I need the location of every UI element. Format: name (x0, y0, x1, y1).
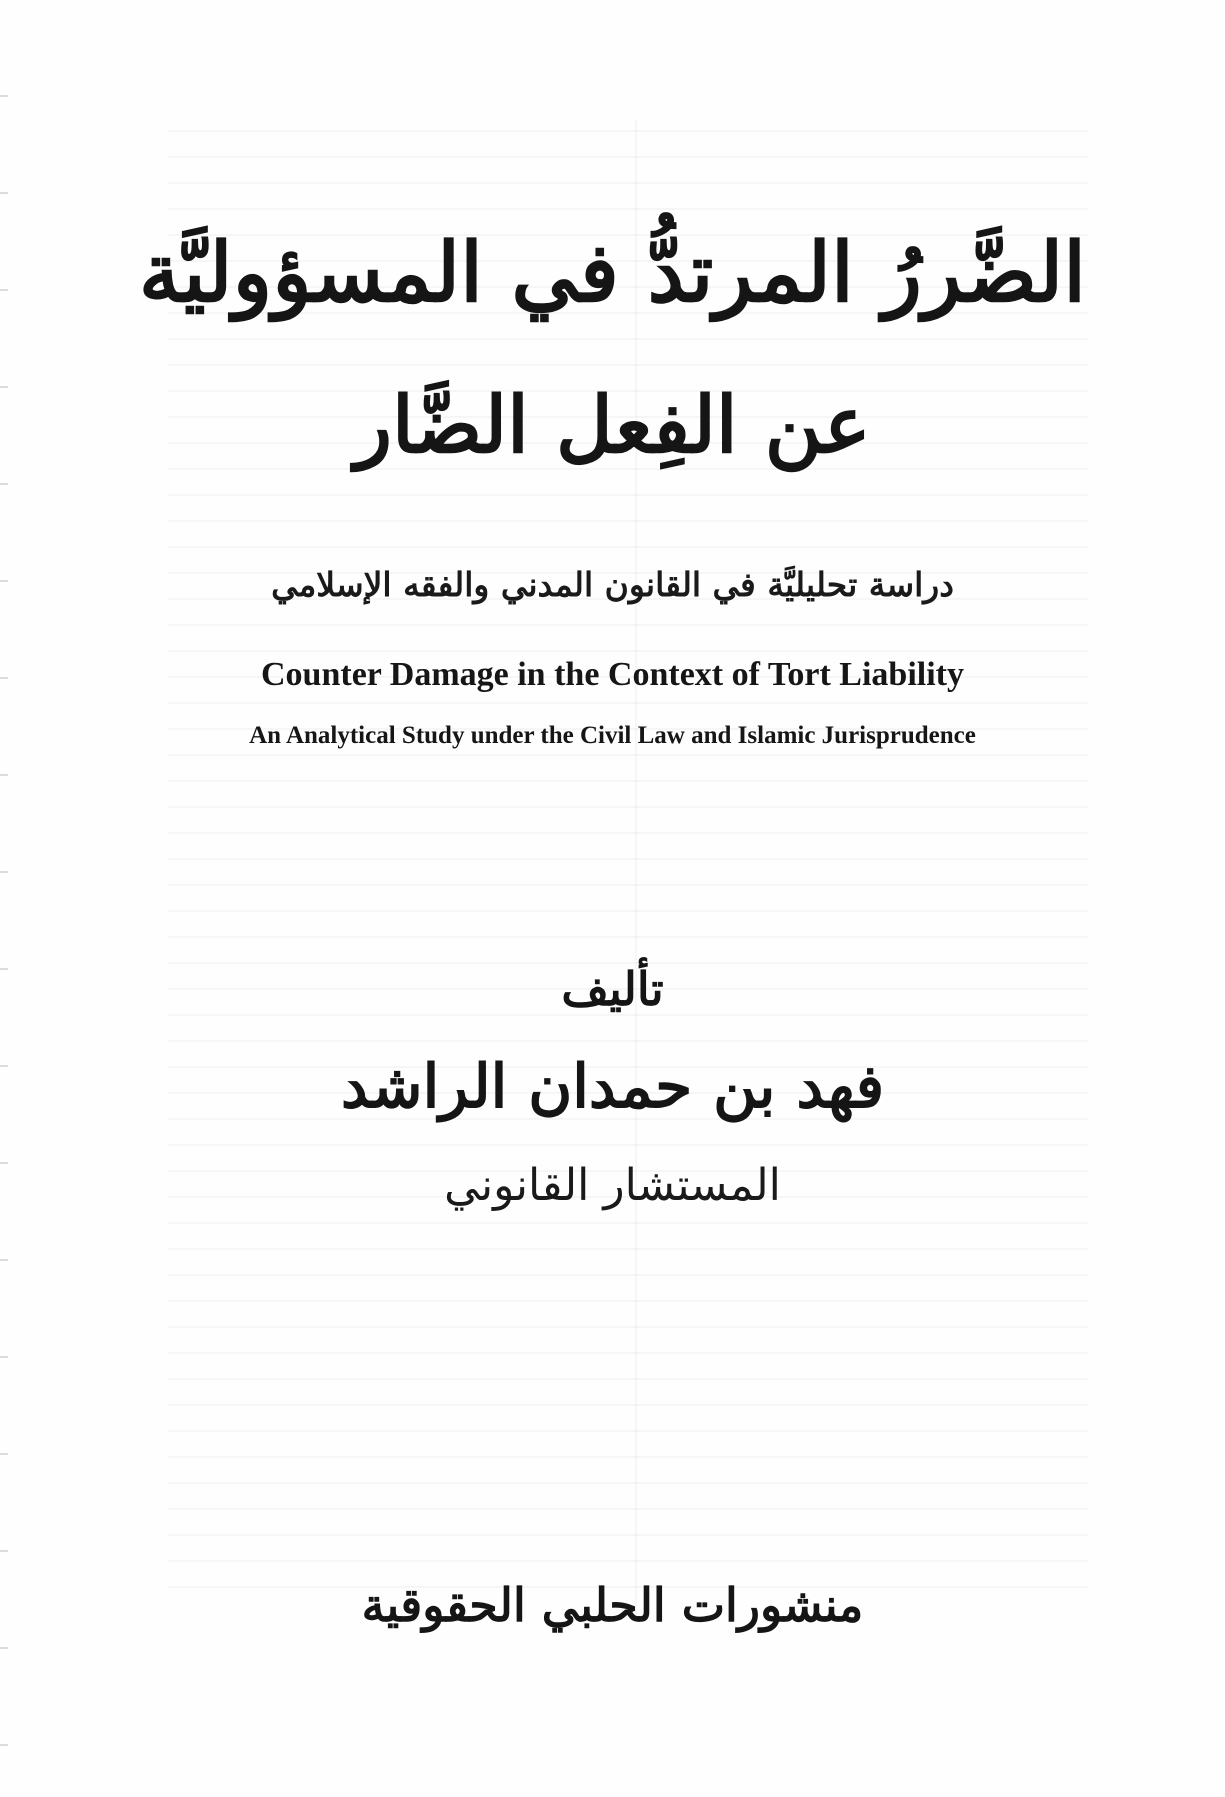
bleed-through-texture (168, 130, 1088, 1590)
arabic-title-line-1: الضَّررُ المرتدُّ في المسؤوليَّة (138, 225, 1087, 321)
english-title: Counter Damage in the Context of Tort Liability (261, 656, 964, 693)
publisher-name: منشورات الحلبي الحقوقية (361, 1578, 864, 1632)
authored-by-label: تأليف (561, 962, 664, 1016)
author-name: فهد بن حمدان الراشد (340, 1052, 885, 1122)
author-role: المستشار القانوني (444, 1160, 781, 1211)
arabic-subtitle: دراسة تحليليَّة في القانون المدني والفقه الإسلامي (271, 565, 954, 604)
bleed-through-divider (635, 120, 637, 1620)
arabic-title-line-2: عن الفِعل الضَّار (354, 380, 871, 471)
english-subtitle: An Analytical Study under the Civil Law and Islamic Jurisprudence (249, 722, 976, 749)
